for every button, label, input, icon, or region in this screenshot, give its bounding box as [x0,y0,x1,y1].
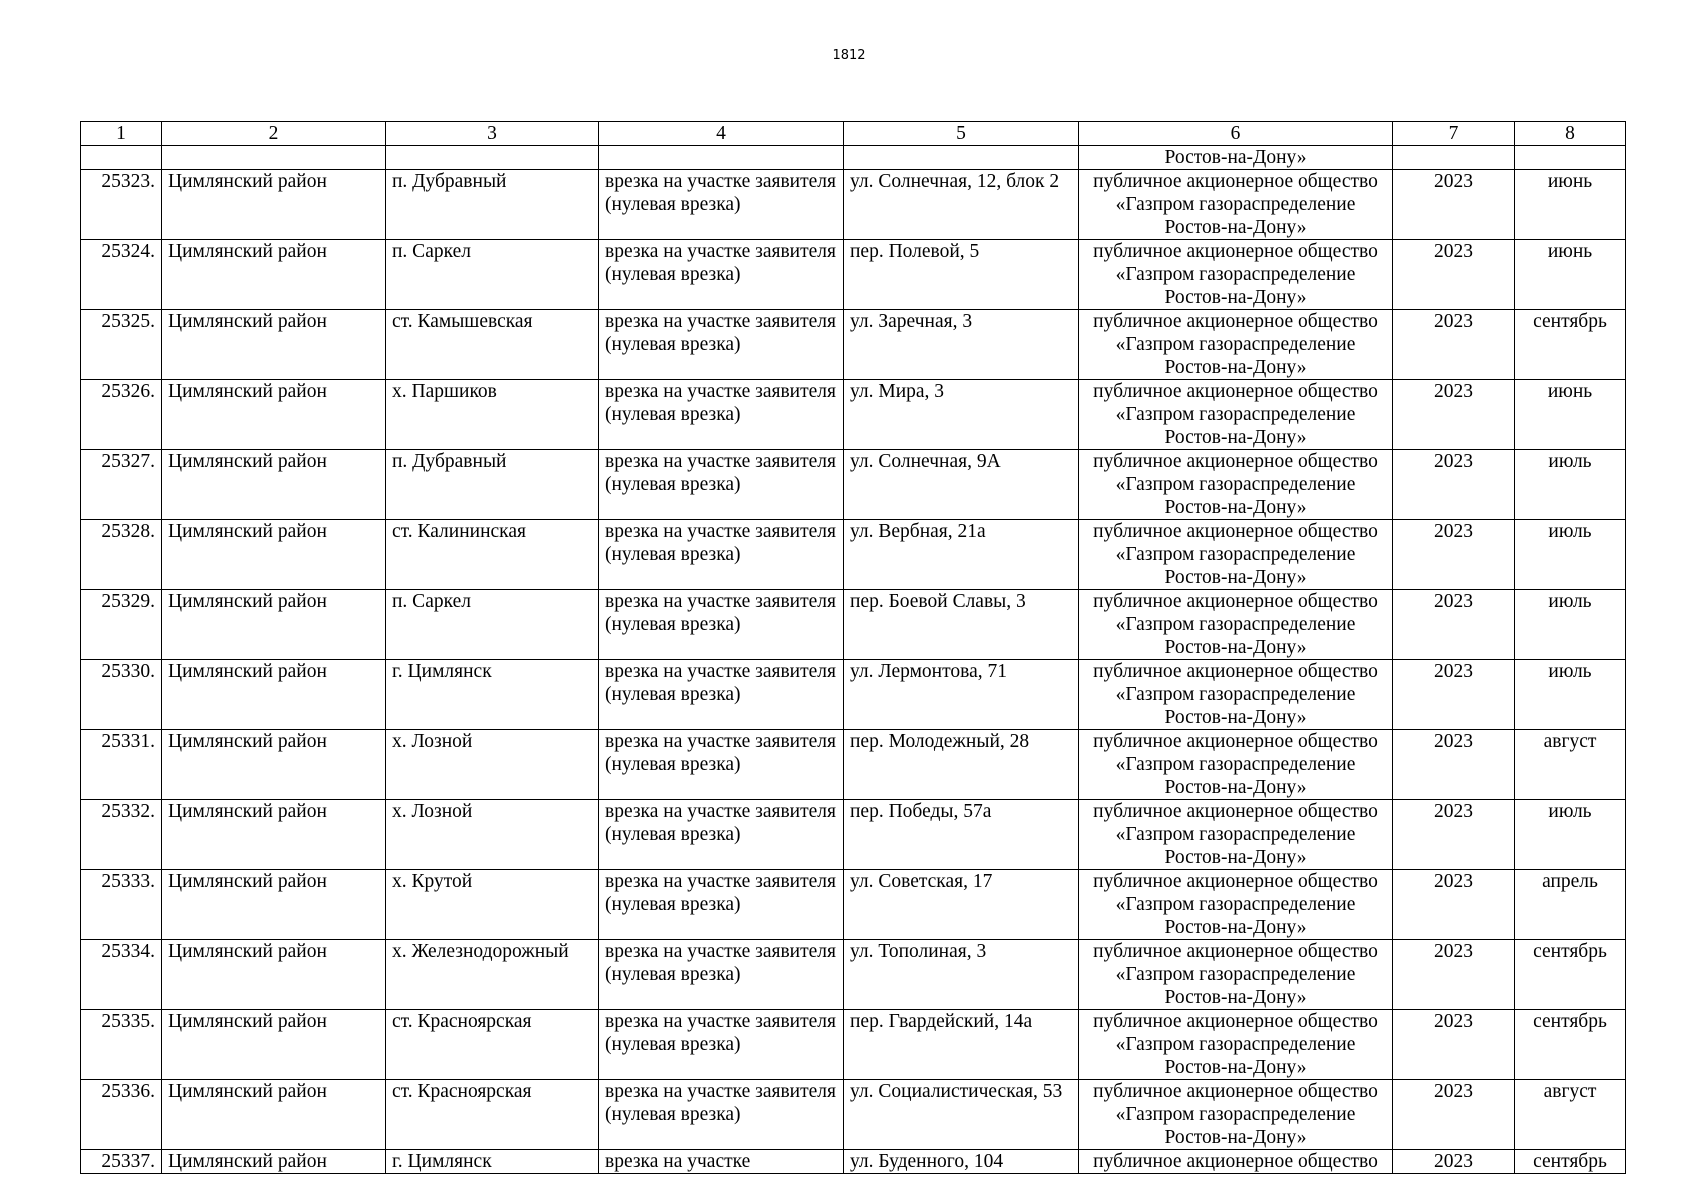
work-type-cell: врезка на участке заявителя (нулевая врезка) [599,590,844,660]
work-type-cell: врезка на участке заявителя (нулевая врезка) [599,170,844,240]
address-cell: пер. Победы, 57а [844,800,1079,870]
month-cell: июль [1515,660,1626,730]
organization-cell: публичное акционерное общество «Газпром газораспределение Ростов-на-Дону» [1079,450,1393,520]
column-header: 4 [599,122,844,146]
record-number-cell: 25323. [81,170,162,240]
column-header: 6 [1079,122,1393,146]
empty-cell [386,146,599,170]
record-number-cell: 25333. [81,870,162,940]
year-cell: 2023 [1393,590,1515,660]
district-cell: Цимлянский район [162,590,386,660]
address-cell: ул. Тополиная, 3 [844,940,1079,1010]
work-type-cell: врезка на участке заявителя (нулевая врезка) [599,870,844,940]
settlement-cell: п. Дубравный [386,170,599,240]
district-cell: Цимлянский район [162,1080,386,1150]
record-number-cell: 25337. [81,1150,162,1174]
organization-cell: публичное акционерное общество «Газпром газораспределение Ростов-на-Дону» [1079,240,1393,310]
address-cell: пер. Молодежный, 28 [844,730,1079,800]
organization-cell: публичное акционерное общество «Газпром газораспределение Ростов-на-Дону» [1079,520,1393,590]
empty-cell [81,146,162,170]
empty-cell [1515,146,1626,170]
work-type-cell: врезка на участке заявителя (нулевая врезка) [599,1010,844,1080]
address-cell: ул. Заречная, 3 [844,310,1079,380]
address-cell: ул. Лермонтова, 71 [844,660,1079,730]
work-type-cell: врезка на участке заявителя (нулевая врезка) [599,450,844,520]
record-number-cell: 25332. [81,800,162,870]
district-cell: Цимлянский район [162,310,386,380]
settlement-cell: г. Цимлянск [386,660,599,730]
record-number-cell: 25328. [81,520,162,590]
year-cell: 2023 [1393,240,1515,310]
record-number-cell: 25327. [81,450,162,520]
organization-cell: публичное акционерное общество «Газпром газораспределение Ростов-на-Дону» [1079,870,1393,940]
month-cell: сентябрь [1515,940,1626,1010]
work-type-cell: врезка на участке заявителя (нулевая врезка) [599,800,844,870]
district-cell: Цимлянский район [162,800,386,870]
organization-cell: публичное акционерное общество «Газпром газораспределение Ростов-на-Дону» [1079,940,1393,1010]
address-cell: ул. Мира, 3 [844,380,1079,450]
year-cell: 2023 [1393,940,1515,1010]
organization-cell: публичное акционерное общество «Газпром газораспределение Ростов-на-Дону» [1079,310,1393,380]
column-header: 2 [162,122,386,146]
empty-cell [162,146,386,170]
settlement-cell: п. Саркел [386,590,599,660]
organization-cell: публичное акционерное общество «Газпром газораспределение Ростов-на-Дону» [1079,170,1393,240]
district-cell: Цимлянский район [162,450,386,520]
district-cell: Цимлянский район [162,660,386,730]
table-row [81,380,1626,450]
record-number-cell: 25336. [81,1080,162,1150]
table-row [81,240,1626,310]
settlement-cell: ст. Красноярская [386,1010,599,1080]
table-row [81,1150,1626,1174]
empty-cell [844,146,1079,170]
month-cell: август [1515,1080,1626,1150]
gasification-schedule-table [80,121,1626,1174]
year-cell: 2023 [1393,1080,1515,1150]
district-cell: Цимлянский район [162,520,386,590]
address-cell: пер. Боевой Славы, 3 [844,590,1079,660]
organization-cell: публичное акционерное общество [1079,1150,1393,1174]
year-cell: 2023 [1393,1150,1515,1174]
month-cell: сентябрь [1515,310,1626,380]
empty-cell [1393,146,1515,170]
table-row [81,310,1626,380]
year-cell: 2023 [1393,450,1515,520]
organization-cell: публичное акционерное общество «Газпром газораспределение Ростов-на-Дону» [1079,730,1393,800]
record-number-cell: 25330. [81,660,162,730]
organization-cell: публичное акционерное общество «Газпром газораспределение Ростов-на-Дону» [1079,1010,1393,1080]
table-row [81,800,1626,870]
month-cell: июнь [1515,170,1626,240]
district-cell: Цимлянский район [162,1150,386,1174]
table-row [81,1010,1626,1080]
table-row [81,940,1626,1010]
settlement-cell: п. Дубравный [386,450,599,520]
month-cell: июль [1515,590,1626,660]
record-number-cell: 25331. [81,730,162,800]
district-cell: Цимлянский район [162,870,386,940]
table-row [81,450,1626,520]
year-cell: 2023 [1393,1010,1515,1080]
work-type-cell: врезка на участке заявителя (нулевая врезка) [599,940,844,1010]
year-cell: 2023 [1393,730,1515,800]
address-cell: ул. Советская, 17 [844,870,1079,940]
address-cell: пер. Полевой, 5 [844,240,1079,310]
month-cell: июль [1515,520,1626,590]
organization-cell: публичное акционерное общество «Газпром газораспределение Ростов-на-Дону» [1079,380,1393,450]
column-header: 8 [1515,122,1626,146]
organization-cell: публичное акционерное общество «Газпром газораспределение Ростов-на-Дону» [1079,800,1393,870]
table-row [81,520,1626,590]
table-row [81,730,1626,800]
work-type-cell: врезка на участке заявителя (нулевая врезка) [599,240,844,310]
page-number: 1812 [832,48,866,63]
district-cell: Цимлянский район [162,940,386,1010]
organization-cell: Ростов-на-Дону» [1079,146,1393,170]
table-row [81,590,1626,660]
empty-cell [599,146,844,170]
column-number-header-row [81,122,1626,146]
work-type-cell: врезка на участке заявителя (нулевая врезка) [599,1080,844,1150]
district-cell: Цимлянский район [162,1010,386,1080]
record-number-cell: 25335. [81,1010,162,1080]
district-cell: Цимлянский район [162,240,386,310]
column-header: 3 [386,122,599,146]
work-type-cell: врезка на участке заявителя (нулевая врезка) [599,730,844,800]
work-type-cell: врезка на участке заявителя (нулевая врезка) [599,520,844,590]
address-cell: пер. Гвардейский, 14а [844,1010,1079,1080]
month-cell: июль [1515,800,1626,870]
district-cell: Цимлянский район [162,730,386,800]
district-cell: Цимлянский район [162,380,386,450]
month-cell: апрель [1515,870,1626,940]
year-cell: 2023 [1393,380,1515,450]
address-cell: ул. Солнечная, 9А [844,450,1079,520]
work-type-cell: врезка на участке заявителя (нулевая врезка) [599,310,844,380]
month-cell: июнь [1515,240,1626,310]
month-cell: июль [1515,450,1626,520]
work-type-cell: врезка на участке заявителя (нулевая врезка) [599,380,844,450]
year-cell: 2023 [1393,170,1515,240]
column-header: 5 [844,122,1079,146]
year-cell: 2023 [1393,310,1515,380]
address-cell: ул. Солнечная, 12, блок 2 [844,170,1079,240]
settlement-cell: г. Цимлянск [386,1150,599,1174]
month-cell: сентябрь [1515,1150,1626,1174]
year-cell: 2023 [1393,800,1515,870]
address-cell: ул. Социалистическая, 53 [844,1080,1079,1150]
record-number-cell: 25326. [81,380,162,450]
column-header: 1 [81,122,162,146]
settlement-cell: ст. Камышевская [386,310,599,380]
organization-cell: публичное акционерное общество «Газпром газораспределение Ростов-на-Дону» [1079,590,1393,660]
address-cell: ул. Вербная, 21а [844,520,1079,590]
record-number-cell: 25324. [81,240,162,310]
district-cell: Цимлянский район [162,170,386,240]
work-type-cell: врезка на участке [599,1150,844,1174]
address-cell: ул. Буденного, 104 [844,1150,1079,1174]
month-cell: июнь [1515,380,1626,450]
year-cell: 2023 [1393,870,1515,940]
organization-cell: публичное акционерное общество «Газпром газораспределение Ростов-на-Дону» [1079,1080,1393,1150]
settlement-cell: х. Железнодорожный [386,940,599,1010]
record-number-cell: 25325. [81,310,162,380]
table-row [81,170,1626,240]
settlement-cell: х. Лозной [386,800,599,870]
settlement-cell: х. Лозной [386,730,599,800]
work-type-cell: врезка на участке заявителя (нулевая врезка) [599,660,844,730]
table-row [81,1080,1626,1150]
column-header: 7 [1393,122,1515,146]
organization-cell: публичное акционерное общество «Газпром газораспределение Ростов-на-Дону» [1079,660,1393,730]
settlement-cell: ст. Красноярская [386,1080,599,1150]
month-cell: сентябрь [1515,1010,1626,1080]
table-row [81,660,1626,730]
record-number-cell: 25334. [81,940,162,1010]
year-cell: 2023 [1393,520,1515,590]
settlement-cell: ст. Калининская [386,520,599,590]
settlement-cell: х. Паршиков [386,380,599,450]
month-cell: август [1515,730,1626,800]
record-number-cell: 25329. [81,590,162,660]
settlement-cell: п. Саркел [386,240,599,310]
continuation-row [81,146,1626,170]
table-row [81,870,1626,940]
settlement-cell: х. Крутой [386,870,599,940]
year-cell: 2023 [1393,660,1515,730]
